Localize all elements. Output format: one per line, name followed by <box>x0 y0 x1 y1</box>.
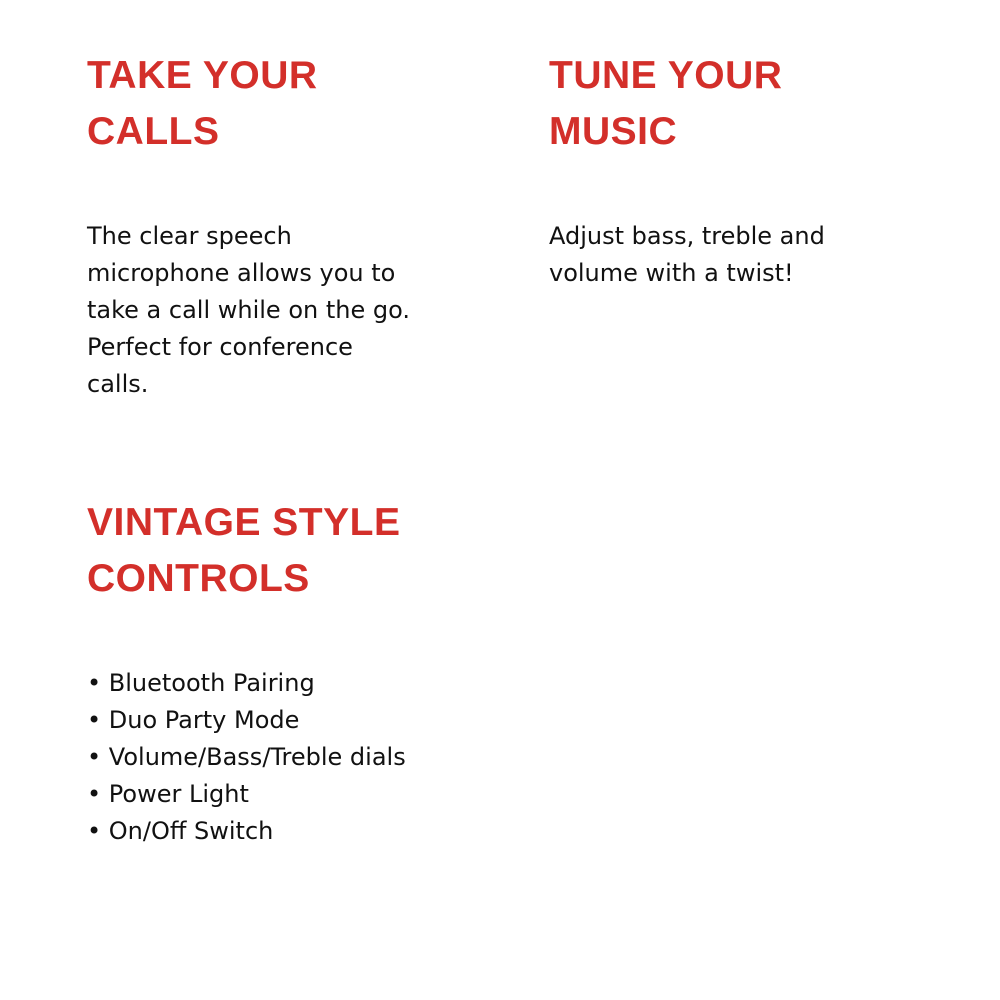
music-heading-line: TUNE YOUR <box>549 54 783 97</box>
calls-description-line: The clear speech <box>87 222 292 250</box>
controls-heading <box>87 495 507 607</box>
calls-description-line: calls. <box>87 370 149 398</box>
feature-vintage-style-controls <box>87 495 507 850</box>
controls-heading-line: VINTAGE STYLE <box>87 501 401 544</box>
list-item: • Bluetooth Pairing <box>87 669 315 697</box>
list-item: • On/Off Switch <box>87 817 274 845</box>
calls-description-line: take a call while on the go. <box>87 296 410 324</box>
calls-heading <box>87 48 467 160</box>
feature-take-your-calls <box>87 48 467 403</box>
controls-heading-line: CONTROLS <box>87 557 310 600</box>
feature-tune-your-music <box>549 48 949 292</box>
list-item: • Volume/Bass/Treble dials <box>87 743 406 771</box>
calls-description <box>87 218 467 403</box>
controls-feature-list <box>87 665 507 850</box>
list-item: • Power Light <box>87 780 249 808</box>
calls-description-line: Perfect for conference <box>87 333 353 361</box>
music-heading-line: MUSIC <box>549 110 678 153</box>
music-description <box>549 218 949 292</box>
music-heading <box>549 48 949 160</box>
calls-description-line: microphone allows you to <box>87 259 396 287</box>
music-description-line: volume with a twist! <box>549 259 794 287</box>
calls-heading-line: CALLS <box>87 110 220 153</box>
list-item: • Duo Party Mode <box>87 706 300 734</box>
music-description-line: Adjust bass, treble and <box>549 222 825 250</box>
calls-heading-line: TAKE YOUR <box>87 54 318 97</box>
